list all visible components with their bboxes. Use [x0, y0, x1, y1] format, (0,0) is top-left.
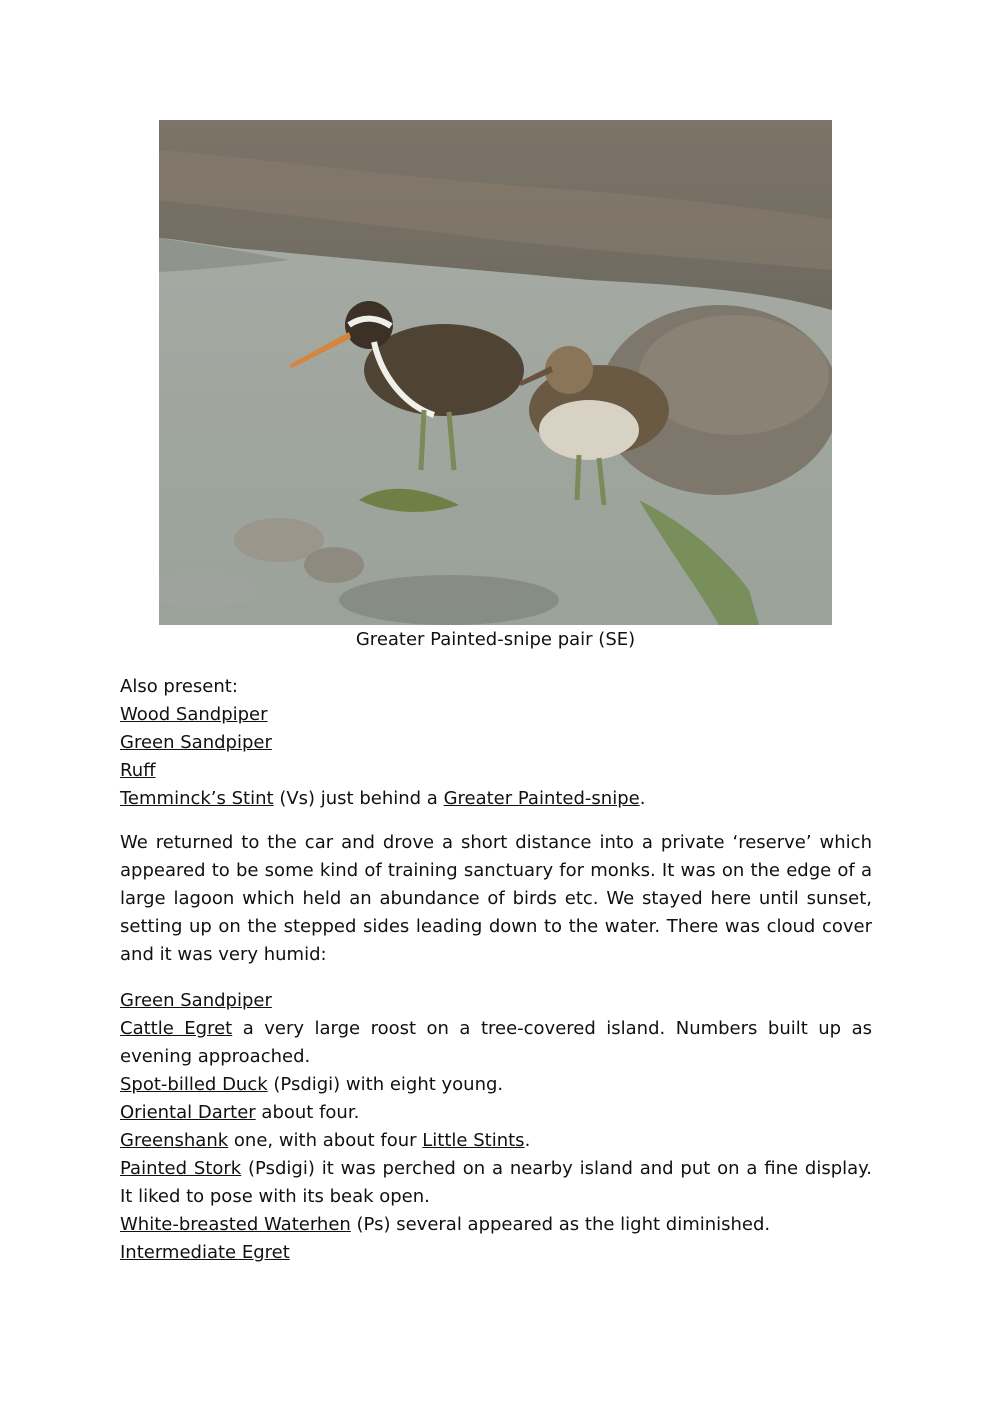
species-name: Greater Painted-snipe	[443, 788, 640, 809]
species-list	[120, 987, 872, 1267]
species-note: (Ps) several appeared as the light diminished.	[350, 1214, 771, 1235]
species-note: (Vs) just behind a	[273, 788, 444, 809]
also-present-list	[120, 673, 872, 813]
also-present-heading: Also present:	[120, 676, 238, 697]
list-item	[120, 729, 872, 757]
list-item	[120, 987, 872, 1015]
list-item	[120, 1211, 872, 1239]
species-note: .	[639, 788, 646, 809]
species-name: Wood Sandpiper	[120, 704, 268, 725]
list-item	[120, 785, 872, 813]
species-name: Green Sandpiper	[120, 732, 272, 753]
list-item	[120, 1127, 872, 1155]
list-item	[120, 1099, 872, 1127]
species-note: (Psdigi) it was perched on a nearby island and put on a fine display. It liked to pose with its beak open.	[120, 1158, 872, 1207]
figure-caption: Greater Painted-snipe pair (SE)	[355, 629, 636, 650]
species-note: (Psdigi) with eight young.	[267, 1074, 504, 1095]
species-name: White-breasted Waterhen	[120, 1214, 351, 1235]
species-name: Little Stints	[422, 1130, 525, 1151]
species-name: Painted Stork	[120, 1158, 242, 1179]
species-name: Spot-billed Duck	[120, 1074, 268, 1095]
species-note: one, with about four	[228, 1130, 423, 1151]
greater-painted-snipe-photo	[159, 120, 832, 625]
species-name: Temminck’s Stint	[120, 788, 274, 809]
species-name: Greenshank	[120, 1130, 229, 1151]
list-item	[120, 1155, 872, 1211]
species-name: Cattle Egret	[120, 1018, 233, 1039]
list-item	[120, 1239, 872, 1267]
species-note: a very large roost on a tree-covered island. Numbers built up as evening approached.	[120, 1018, 872, 1067]
narrative-paragraph: We returned to the car and drove a short distance into a private ‘reserve’ which appeared to be some kind of training sanctuary for monks. It was on the edge of a large lagoon which held an abundance of birds etc. We stayed here until sunset, setting up on the stepped sides leading down to the water. There was cloud cover and it was very humid:	[120, 832, 872, 965]
species-name: Green Sandpiper	[120, 990, 272, 1011]
species-name: Intermediate Egret	[120, 1242, 290, 1263]
list-item	[120, 757, 872, 785]
list-item	[120, 701, 872, 729]
list-item	[120, 1015, 872, 1071]
species-name: Ruff	[120, 760, 156, 781]
species-note: about four.	[255, 1102, 360, 1123]
list-item	[120, 1071, 872, 1099]
species-name: Oriental Darter	[120, 1102, 256, 1123]
species-note: .	[524, 1130, 531, 1151]
